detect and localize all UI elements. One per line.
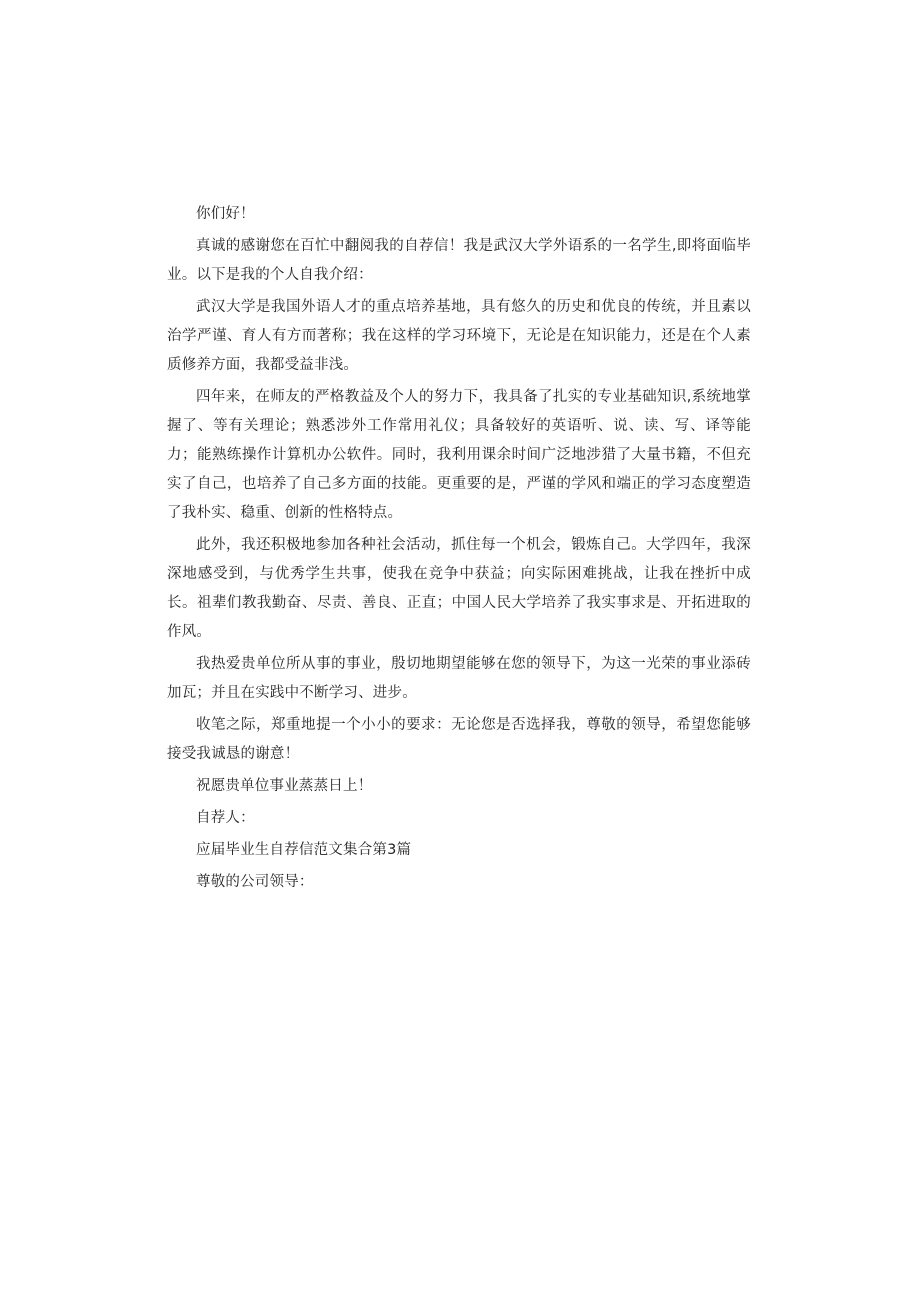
letter-paragraph-intro: 真诚的感谢您在百忙中翻阅我的自荐信！我是武汉大学外语系的一名学生,即将面临毕业。以下是我的个人自我介绍： bbox=[167, 238, 751, 283]
letter-closing: 祝愿贵单位事业蒸蒸日上！ bbox=[196, 778, 373, 794]
letter-paragraph-university: 武汉大学是我国外语人才的重点培养基地，具有悠久的历史和优良的传统，并且素以治学严谨、育人有方而著称；我在这样的学习环境下，无论是在知识能力，还是在个人素质修养方面，我都受益非浅。 bbox=[167, 299, 751, 373]
letter-signature: 自荐人： bbox=[196, 810, 255, 826]
letter-body bbox=[167, 200, 751, 900]
letter-paragraph-aspiration: 我热爱贵单位所从事的事业，殷切地期望能够在您的领导下，为这一光荣的事业添砖加瓦；并且在实践中不断学习、进步。 bbox=[167, 656, 751, 701]
next-article-title: 应届毕业生自荐信范文集合第3篇 bbox=[196, 842, 412, 858]
letter-greeting: 你们好！ bbox=[196, 206, 255, 222]
next-article-greeting: 尊敬的公司领导： bbox=[196, 874, 314, 890]
letter-paragraph-request: 收笔之际，郑重地提一个小小的要求：无论您是否选择我，尊敬的领导，希望您能够接受我诚恳的谢意！ bbox=[167, 717, 751, 762]
letter-paragraph-activities: 此外，我还积极地参加各种社会活动，抓住每一个机会，锻炼自己。大学四年，我深深地感受到，与优秀学生共事，使我在竞争中获益；向实际困难挑战，让我在挫折中成长。祖辈们教我勤奋、尽责、善良、正直；中国人民大学培养了我实事求是、开拓进取的作风。 bbox=[167, 537, 751, 640]
letter-paragraph-skills: 四年来，在师友的严格教益及个人的努力下，我具备了扎实的专业基础知识,系统地掌握了、等有关理论；熟悉涉外工作常用礼仪；具备较好的英语听、说、读、写、译等能力；能熟练操作计算机办公软件。同时，我利用课余时间广泛地涉猎了大量书籍，不但充实了自己，也培养了自己多方面的技能。更重要的是，严谨的学风和端正的学习态度塑造了我朴实、稳重、创新的性格特点。 bbox=[167, 389, 751, 521]
